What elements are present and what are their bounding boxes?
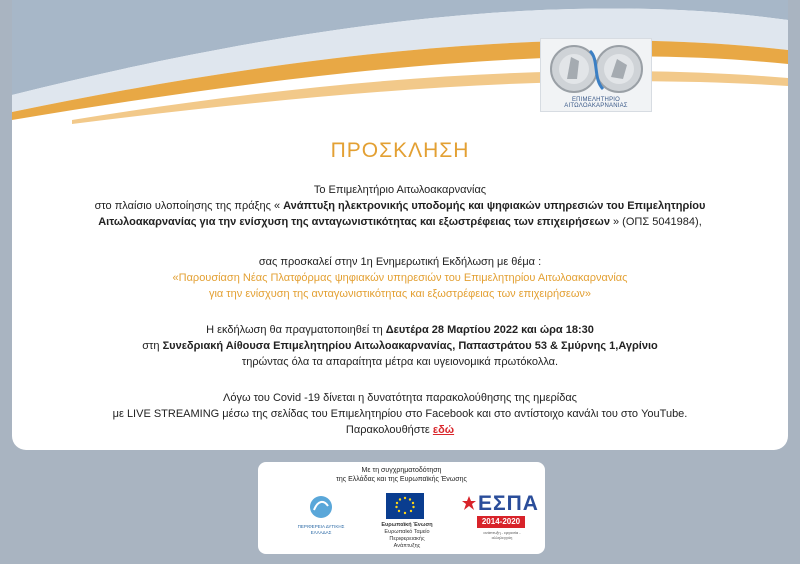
funding-line-1: Με τη συγχρηματοδότηση [361,467,442,474]
watch-line [12,423,788,439]
date-prefix: Η εκδήλωση θα πραγματοποιηθεί τη [206,324,386,336]
header-swoosh [12,0,788,130]
date-line [12,323,788,339]
funding-footer [258,462,545,554]
eu-flag-icon [386,493,424,519]
region-caption: ΠΕΡΙΦΕΡΕΙΑ ΔΥΤΙΚΗΣ ΕΛΛΑΔΑΣ [297,524,345,535]
espa-tagline: ανάπτυξη - εργασία - αλληλεγγύη [483,530,521,540]
project-code: » (ΟΠΣ 5041984), [609,216,702,228]
event-venue: Συνεδριακή Αίθουσα Επιμελητηρίου Αιτωλοακαρνανίας, Παπαστράτου 53 & Σμύρνης 1,Αγρίνιο [162,340,658,352]
organizer-line: Το Επιμελητήριο Αιτωλοακαρνανίας [313,184,487,196]
eu-caption-title: Ευρωπαϊκή Ένωση [381,522,433,528]
espa-logo-text: ΕΣΠΑ [478,492,539,515]
western-greece-region-icon [308,494,334,522]
topic-line-2: για την ενίσχυση της ανταγωνιστικότητας και εξωστρέφειας των επιχειρήσεων» [208,288,592,300]
venue-prefix: στη [142,340,163,352]
invitation-card [12,0,788,450]
funding-line-2: της Ελλάδας και της Ευρωπαϊκής Ένωσης [336,476,467,483]
venue-line [12,339,788,355]
invite-line: σας προσκαλεί στην 1η Ενημερωτική Εκδήλωση με θέμα : [258,256,542,268]
project-line-1 [12,199,788,215]
project-prefix: στο πλαίσιο υλοποίησης της πράξης « [94,200,284,212]
page-title: ΠΡΟΣΚΛΗΣΗ [330,139,470,162]
eu-caption-fund: Ευρωπαϊκό Ταμείο Περιφερειακής Ανάπτυξης [384,529,430,549]
chamber-logo [540,38,652,112]
espa-years: 2014-2020 [477,516,525,528]
project-title-part2: Αιτωλοακαρνανίας για την ενίσχυση της ανταγωνιστικότητας και εξωστρέφειας των επιχειρήσεων [98,216,610,228]
stream-line: με LIVE STREAMING μέσω της σελίδας του Επιμελητηρίου στο Facebook και στο αντίστοιχο κανάλι του στο YouTube. [112,408,688,420]
covid-line: Λόγω του Covid -19 δίνεται η δυνατότητα παρακολούθησης της ημερίδας [222,392,577,404]
chamber-seal-icon [541,39,651,101]
measures-line: τηρώντας όλα τα απαραίτητα μέτρα και υγειονομικά πρωτόκολλα. [241,356,559,368]
event-date: Δευτέρα 28 Μαρτίου 2022 και ώρα 18:30 [385,324,594,336]
eu-caption [378,522,436,550]
logo-caption: ΕΠΙΜΕΛΗΤΗΡΙΟ ΑΙΤΩΛΟΑΚΑΡΝΑΝΙΑΣ [564,97,628,109]
topic-line-1: «Παρουσίαση Νέας Πλατφόρμας ψηφιακών υπηρεσιών του Επιμελητηρίου Αιτωλοακαρνανίας [172,272,628,284]
watch-prefix: Παρακολουθήστε [345,424,433,436]
espa-star-icon [461,495,477,511]
project-line-2 [12,215,788,231]
watch-link[interactable]: εδώ [432,424,455,436]
project-title-part1: Ανάπτυξη ηλεκτρονικής υποδομής και ψηφιακών υπηρεσιών του Επιμελητηρίου [283,200,706,212]
